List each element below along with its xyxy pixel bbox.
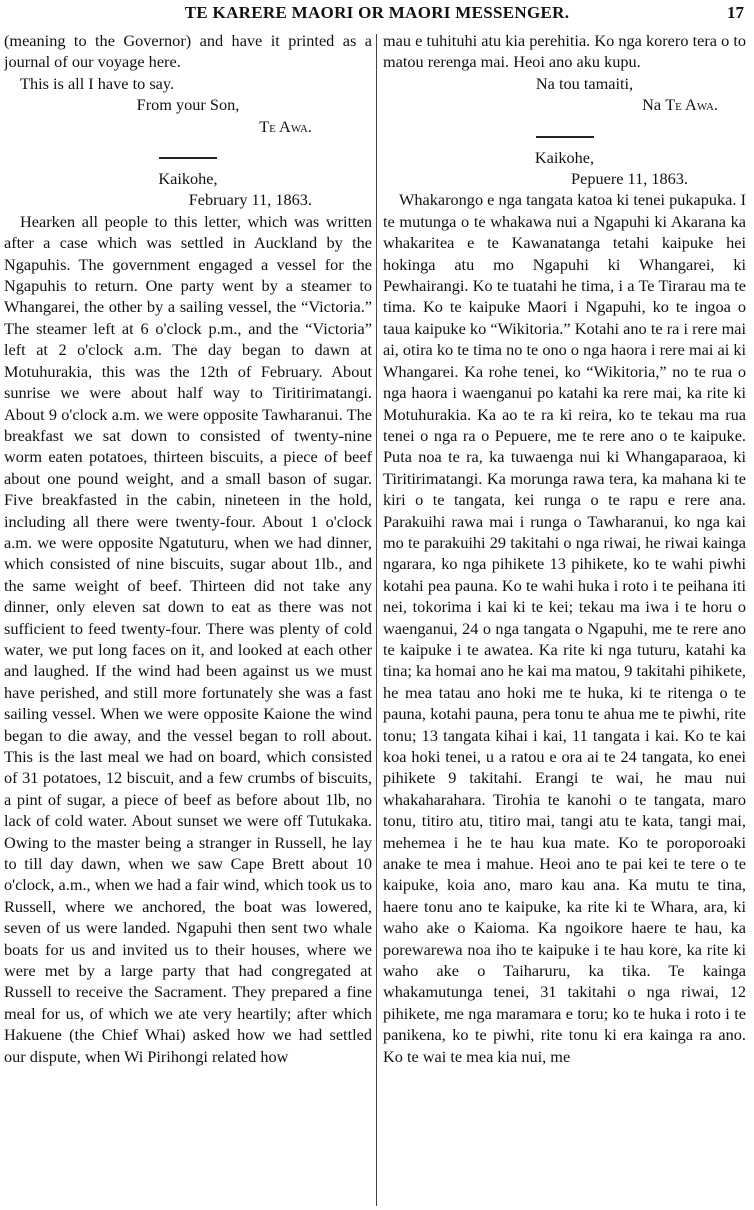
maori-column [383, 30, 746, 1208]
signature-name: Te Awa. [259, 116, 312, 136]
section-separator [159, 157, 217, 159]
signature-prefix: Na [642, 95, 666, 115]
column-divider [376, 34, 377, 1206]
page-header [0, 2, 754, 24]
continued-paragraph: (meaning to the Governor) and have it printed as a journal of our voyage here. [4, 31, 372, 72]
letter-date: February 11, 1863. [188, 190, 312, 210]
closing-line: This is all I have to say. [20, 73, 175, 93]
signature [4, 116, 372, 137]
letter-body: Hearken all people to this letter, which was written after a case which was settled in Auckland by the Ngapuhis. The government engaged a vessel for the Ngapuhis to return. One party went by a steamer to Whangarei, the other by a sailing vessel, the “Victoria.” The steamer left at 6 o'clock p.m., and the “Victoria” left at 2 o'clock a.m. The day began to dawn at Motuhurakia, this was the 12th of February. About sunrise we were about half way to Tiritirimatangi. About 9 o'clock a.m. we were opposite Tawharanui. The breakfast we sat down to consisted of twenty-nine worm eaten potatoes, thirteen biscuits, a piece of beef about one pound weight, and a small bason of sugar. Five breakfasted in the cabin, nineteen in the hold, including all there were twenty-four. About 1 o'clock a.m. we were opposite Ngatuturu, when we had dinner, which consisted of nine biscuits, sugar about 1lb., and the same weight of beef. Thirteen did not take any dinner, only eleven sat down to eat as there was not sufficient to feed twenty-four. There was plenty of cold water, we put long faces on it, and looked at each other and laughed. If the wind had been against us we must have perished, and still more fortunately she was a fast sailing vessel. When we were opposite Kaione the wind began to die away, and the vessel began to roll about. This is the last meal we had on board, which consisted of 31 potatoes, 12 biscuit, and a few crumbs of biscuits, a pint of sugar, a piece of beef as before about 1lb, no lack of cold water. About sunset we were off Tutukaka. Owing to the master being a stranger in Russell, he lay to till day dawn, when we saw Cape Brett about 10 o'clock, a.m., when we had a fair wind, which took us to Russell, where we anchored, the boat was lowered, seven of us were landed. Ngapuhi then sent two whale boats for us and invited us to their houses, where we were met by a large party that had congregated at Russell to receive the Sacrament. They prepared a fine meal for us, of which we ate very heartily; after which Hakuene (the Chief Whai) asked how we had settled our dispute, when Wi Pirihongi related how [4, 211, 372, 1066]
page-number: 17 [727, 3, 744, 22]
signoff-line: From your Son, [136, 95, 240, 115]
letter-body: Whakarongo e nga tangata katoa ki tenei pukapuka. I te mutunga o te whakawa nui a Ngapuhi ki Akarana ka whakaritea e te Kawanatanga tetahi kaipuke hei hokinga atu mo Ngapuhi ki Whangarei, ki Pewhairangi. Ko te tuatahi he tima, i a Te Tirarau ma te tima. Ko te kaipuke Maori i Ngapuhi, ko te ingoa o taua kaipuke ko “Wikitoria.” Kotahi ano te ra i rere mai ai, otira ko te tima no te ono o nga haora i rere mai ai ki Whangarei. Ka rohe tenei, ko “Wikitoria,” no te rua o nga haora i waenganui po katahi ka rere mai, ka rite ki Motuhurakia. Ka ao te ra ki reira, ko te tekau ma rua tenei o nga ra o Pepuere, me te rere ano o te kaipuke. Puta noa te ra, ka tuwaenga nui ki Whangaparaoa, ki Tiritirimatangi. Ka morunga rawa tera, ka mahana ki te kiri o te tangata, kei runga o te rapu e rere ana. Parakuihi rawa mai i runga o Tawharanui, ko nga kai mo te parakuihi 29 takitahi o nga riwai, he riwai kainga ngarara, ko nga pihikete 13 pihikete, ko te wahi piwhi kotahi pea pauna. Ko te wahi huka i roto i te peihana iti nei, tokorima i kai ki te kei; tekau ma iwa i te horu o waenganui, 24 o nga tangata o Ngapuhi, me te rere ano te kaipuke i te awatea. Ka rite ki nga tuturu, katahi ka tina; ka homai ano he kai ma matou, 9 takitahi pihikete, he mea tatau ano hoki me te huka, ki te ritenga o te pauna, kotahi pauna, pera tonu te ahua me te piwhi, rite tonu; 13 tangata kihai i kai, 11 tangata i kai. Ko te kai koa hoki tenei, u a ratou e ora ai te 24 tangata, ko enei pihikete 9 takitahi. Erangi te wai, he mau nui whakaharahara. Tirohia te kanohi o te tangata, maro tonu, titiro atu, titiro mai, tangi atu te kata, tangi mai, mehemea i he te hau kua mate. Ko te poroporoaki anake te mea i mahue. Heoi ano te pai kei te tere o te kaipuke, koia ano, maro kau ana. Ka mutu te tina, haere tonu ano te kaipuke, ka rite ki te Whara, ara, ki waho ake o Kaioma. Ka ngoikore haere te hau, ka porewarewa noa iho te kaipuke i te hau kore, ka rite ki waho ake o Taiharuru, ka tika. Te kainga whakamutunga tenei, 31 takitahi o nga riwai, 12 pihikete, me nga maramara e toru; ko te huka i roto i te panikena, ko te piwhi, rite tonu ki era kainga ra ano. Ko te wai te mea kia nui, me [383, 190, 746, 1066]
signoff-line: Na tou tamaiti, [535, 73, 634, 93]
english-column [4, 30, 372, 1208]
letter-place: Kaikohe, [158, 169, 218, 189]
newspaper-title: TE KARERE MAORI OR MAORI MESSENGER. [184, 3, 570, 22]
letter-place: Kaikohe, [534, 147, 595, 167]
continued-paragraph: mau e tuhituhi atu kia perehitia. Ko nga korero tera o to matou rerenga mai. Heoi ano aku kupu. [383, 31, 746, 72]
section-separator [536, 136, 594, 138]
signature-name: Te Awa. [665, 95, 718, 115]
signature [383, 94, 746, 115]
letter-date: Pepuere 11, 1863. [571, 169, 688, 189]
